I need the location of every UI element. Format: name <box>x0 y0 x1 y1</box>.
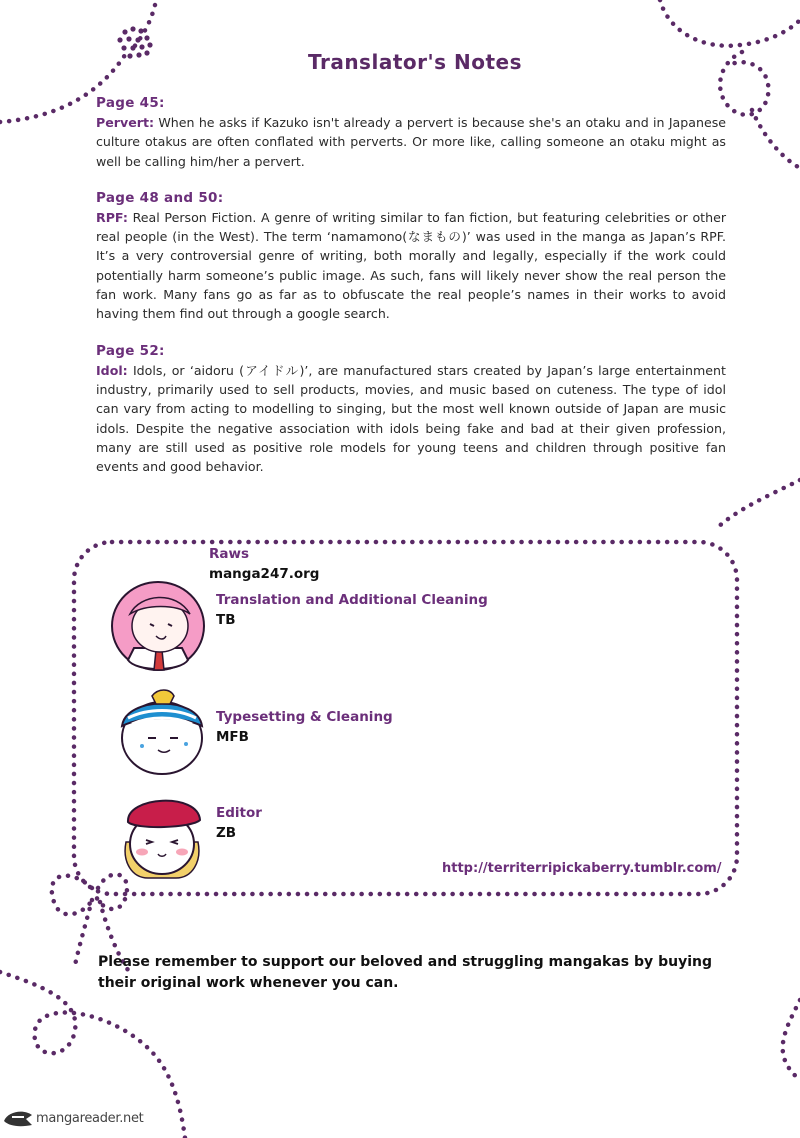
note-term: Idol: <box>96 362 128 378</box>
support-reminder: Please remember to support our beloved and struggling mangakas by buying their original work whenever you can. <box>98 954 712 991</box>
translation-value: TB <box>216 612 236 628</box>
tumblr-link[interactable]: http://territerripickaberry.tumblr.com/ <box>442 861 722 876</box>
note-page-label: Page 45: <box>96 95 165 111</box>
note-page-52 <box>96 343 726 477</box>
editor-value: ZB <box>216 825 237 841</box>
raws-value: manga247.org <box>209 566 320 582</box>
typesetting-value: MFB <box>216 729 249 745</box>
note-page-48-50 <box>96 190 726 324</box>
note-page-label: Page 48 and 50: <box>96 189 224 206</box>
watermark-text: mangareader.net <box>36 1110 144 1126</box>
editor-label: Editor <box>216 805 262 821</box>
translation-label: Translation and Additional Cleaning <box>216 592 488 608</box>
note-body <box>96 113 726 171</box>
typesetting-label: Typesetting & Cleaning <box>216 709 393 725</box>
red-hat-character-avatar <box>112 782 212 882</box>
translator-notes <box>96 95 726 495</box>
note-text: When he asks if Kazuko isn't already a pervert is because she's an otaku and in Japanese culture otakus are often conflated with perverts. Or more like, calling someone an otaku might as well be calling him/her a pervert. <box>96 115 726 169</box>
raws-label: Raws <box>209 546 250 562</box>
pink-hair-character-avatar <box>106 574 210 676</box>
ninja-logo-icon <box>2 1107 36 1129</box>
note-term: Pervert: <box>96 115 155 130</box>
note-page-label: Page 52: <box>96 342 165 359</box>
note-page-45 <box>96 95 726 171</box>
site-watermark <box>2 1106 143 1130</box>
note-text: Idols, or ‘aidoru (アイドル)’, are manufactured stars created by Japan’s large entertainment industry, primarily used to sell products, movies, and music based on cuteness. The type of idol can vary from acting to modelling to singing, but the most well known outside of Japan are music idols. Despite the negative association with idols being fake and bad at their given profession, many are still used as positive role models for young teens and children through positive fan events and good behavior. <box>96 362 726 475</box>
note-text: Real Person Fiction. A genre of writing similar to fan fiction, but featuring celebrities or other real people (in the West). The term ‘namamono(なまもの)’ was used in the manga as Japan’s RPF. It’s a very controversial genre of writing, both morally and legally, especially if the work could potentially harm someone’s public image. As such, fans will likely never show the real person the fan work. Many fans go as far as to obfuscate the real people’s names in their works to avoid having them find out through a google search. <box>96 209 726 322</box>
bandana-character-avatar <box>112 686 212 778</box>
note-term: RPF: <box>96 209 128 225</box>
note-body <box>96 208 726 324</box>
note-body <box>96 361 726 477</box>
page-title: Translator's Notes <box>308 50 522 74</box>
